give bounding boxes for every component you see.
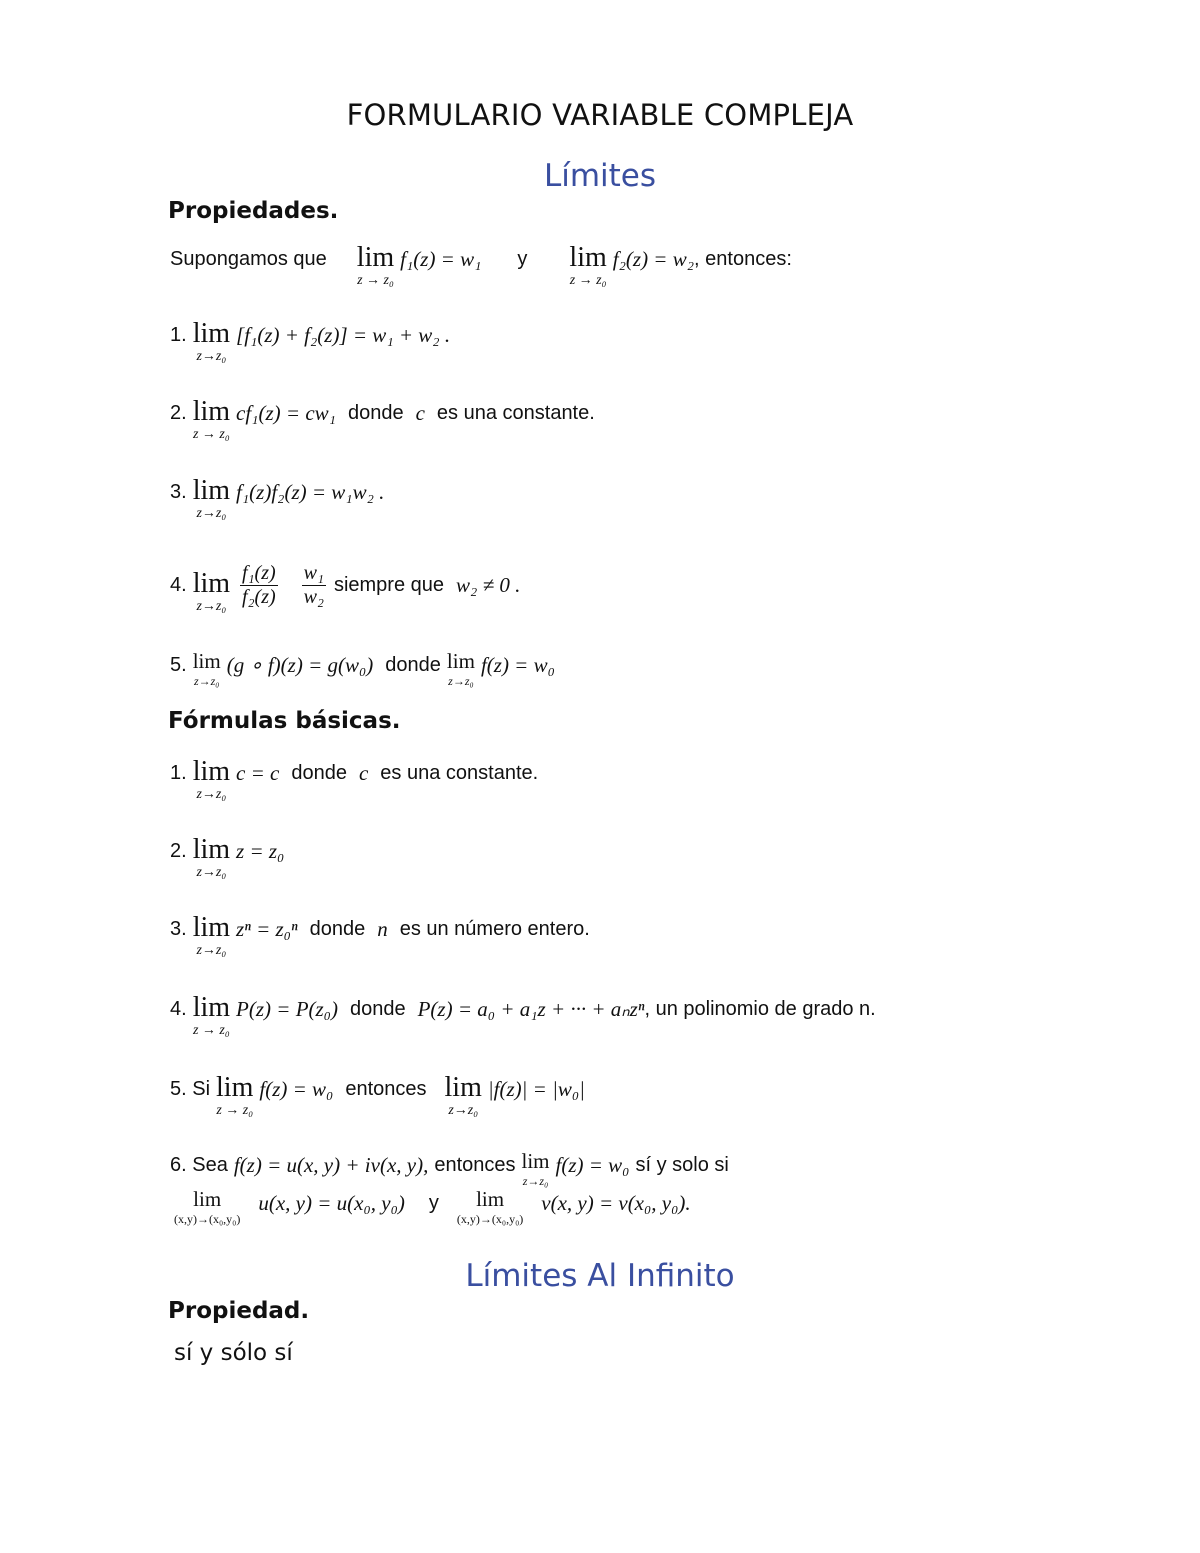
subhead-propiedades: Propiedades. bbox=[168, 198, 339, 224]
formula-4: 4. lim z → z₀ P(z) = P(z₀) donde P(z) = a₀ + a₁z + ··· + aₙzⁿ , un polinomio de grado n. bbox=[170, 992, 876, 1038]
propiedad-2: 2. lim z → z₀ cf₁(z) = cw₁ donde c es una constante. bbox=[170, 396, 595, 442]
formula-5: 5. Si lim z → z₀ f(z) = w₀ entonces lim z→z₀ |f(z)| = |w₀| bbox=[170, 1072, 585, 1118]
formula-6-continuation: lim (x,y)→(x₀,y₀) u(x, y) = u(x₀, y₀) y lim (x,y)→(x₀,y₀) v(x, y) = v(x₀, y₀). bbox=[174, 1187, 691, 1226]
intro-limit-1: lim z → z₀ bbox=[356, 242, 395, 288]
formula-2: 2. lim z→z₀ z = z₀ bbox=[170, 834, 285, 880]
subhead-propiedad: Propiedad. bbox=[168, 1298, 310, 1324]
fraction-w1-w2: $\frac{\text{w₁}}{\text{w₂}}$ bbox=[303, 562, 324, 608]
propiedad-4: 4. lim z→z₀ $\frac{\text{f₁(z)}}{\text{f₂(z)}}$ $\frac{\text{w₁}}{\text{w₂}}$ siempre que w₂ ≠ 0 . bbox=[170, 562, 521, 614]
intro-line bbox=[170, 244, 792, 288]
propiedad-5: 5. lim z→z₀ (g ∘ f)(z) = g(w₀) donde lim z→z₀ f(z) = w₀ bbox=[170, 649, 555, 688]
document-title: FORMULARIO VARIABLE COMPLEJA bbox=[346, 98, 854, 132]
propiedad-1: 1. lim z→z₀ [f₁(z) + f₂(z)] = w₁ + w₂ . bbox=[170, 318, 451, 364]
section-title-limites-infinito: Límites Al Infinito bbox=[465, 1258, 735, 1294]
intro-limit-2: lim z → z₀ bbox=[569, 242, 607, 288]
intro-expr-2: f₂(z) = w₂ bbox=[612, 247, 695, 271]
fraction-f1-f2: $\frac{\text{f₁(z)}}{\text{f₂(z)}}$ bbox=[242, 562, 276, 608]
section-title-limites: Límites bbox=[543, 158, 657, 194]
intro-lead: Supongamos que bbox=[170, 248, 327, 270]
formula-6: 6. Sea f(z) = u(x, y) + iv(x, y), entonces lim z→z₀ f(z) = w₀ sí y solo si bbox=[170, 1149, 729, 1188]
final-text: sí y sólo sí bbox=[174, 1340, 293, 1366]
intro-expr-1: f₁(z) = w₁ bbox=[400, 247, 482, 271]
intro-y: y bbox=[517, 248, 528, 270]
subhead-formulas: Fórmulas básicas. bbox=[168, 708, 401, 734]
formula-1: 1. lim z→z₀ c = c donde c es una constante. bbox=[170, 756, 539, 802]
intro-tail: , entonces: bbox=[694, 248, 792, 270]
formula-3: 3. lim z→z₀ zⁿ = z₀ⁿ donde n es un número entero. bbox=[170, 912, 590, 958]
propiedad-3: 3. lim z→z₀ f₁(z)f₂(z) = w₁w₂ . bbox=[170, 475, 385, 521]
